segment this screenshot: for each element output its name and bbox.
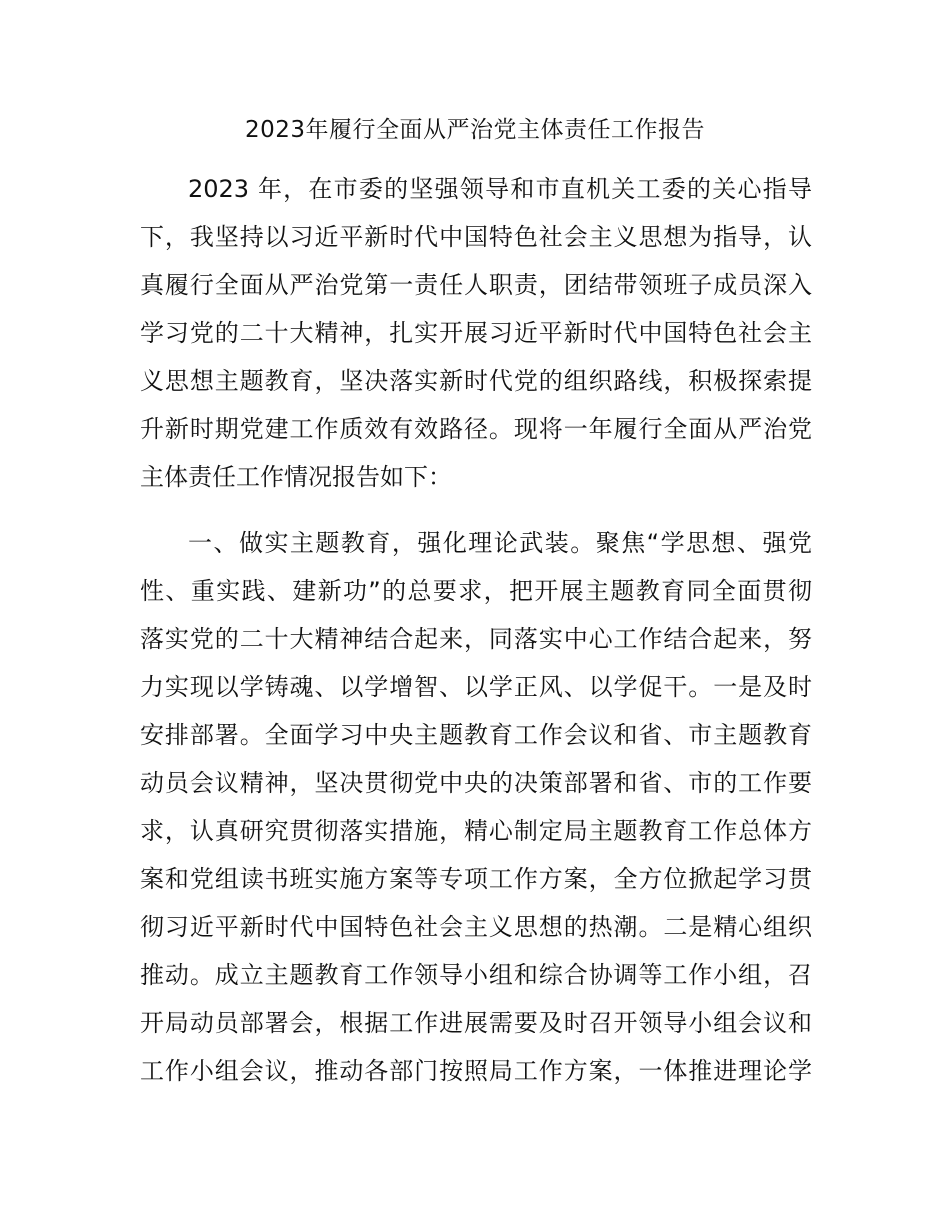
paragraph-1-line-5: 义思想主题教育，坚决落实新时代党的组织路线，积极探索提 [140, 367, 812, 395]
paragraph-1-line-7: 主体责任工作情况报告如下： [140, 463, 452, 491]
paragraph-1-line-1: 2023 年，在市委的坚强领导和市直机关工委的关心指导 [188, 175, 812, 203]
paragraph-2-line-9: 彻习近平新时代中国特色社会主义思想的热潮。二是精心组织 [140, 913, 812, 941]
paragraph-2-line-2: 性、重实践、建新功”的总要求，把开展主题教育同全面贯彻 [140, 577, 812, 605]
paragraph-1-line-3: 真履行全面从严治党第一责任人职责，团结带领班子成员深入 [140, 271, 812, 299]
paragraph-2-line-5: 安排部署。全面学习中央主题教育工作会议和省、市主题教育 [140, 721, 812, 749]
paragraph-1-line-4: 学习党的二十大精神，扎实开展习近平新时代中国特色社会主 [140, 319, 812, 347]
paragraph-2-line-1: 一、做实主题教育，强化理论武装。聚焦“学思想、强党 [188, 529, 812, 557]
paragraph-2-line-10: 推动。成立主题教育工作领导小组和综合协调等工作小组，召 [140, 961, 812, 989]
paragraph-2-line-11: 开局动员部署会，根据工作进展需要及时召开领导小组会议和 [140, 1009, 812, 1037]
paragraph-1-line-2: 下，我坚持以习近平新时代中国特色社会主义思想为指导，认 [140, 223, 812, 251]
document-title: 2023年履行全面从严治党主体责任工作报告 [244, 117, 706, 143]
paragraph-1-line-6: 升新时期党建工作质效有效路径。现将一年履行全面从严治党 [140, 415, 812, 443]
paragraph-2-line-3: 落实党的二十大精神结合起来，同落实中心工作结合起来，努 [140, 625, 812, 653]
paragraph-2-line-6: 动员会议精神，坚决贯彻党中央的决策部署和省、市的工作要 [140, 769, 812, 797]
paragraph-2-line-7: 求，认真研究贯彻落实措施，精心制定局主题教育工作总体方 [140, 817, 812, 845]
paragraph-2-line-4: 力实现以学铸魂、以学增智、以学正风、以学促干。一是及时 [140, 673, 812, 701]
paragraph-2-line-8: 案和党组读书班实施方案等专项工作方案，全方位掀起学习贯 [140, 865, 812, 893]
paragraph-2-line-12: 工作小组会议，推动各部门按照局工作方案，一体推进理论学 [140, 1057, 812, 1085]
